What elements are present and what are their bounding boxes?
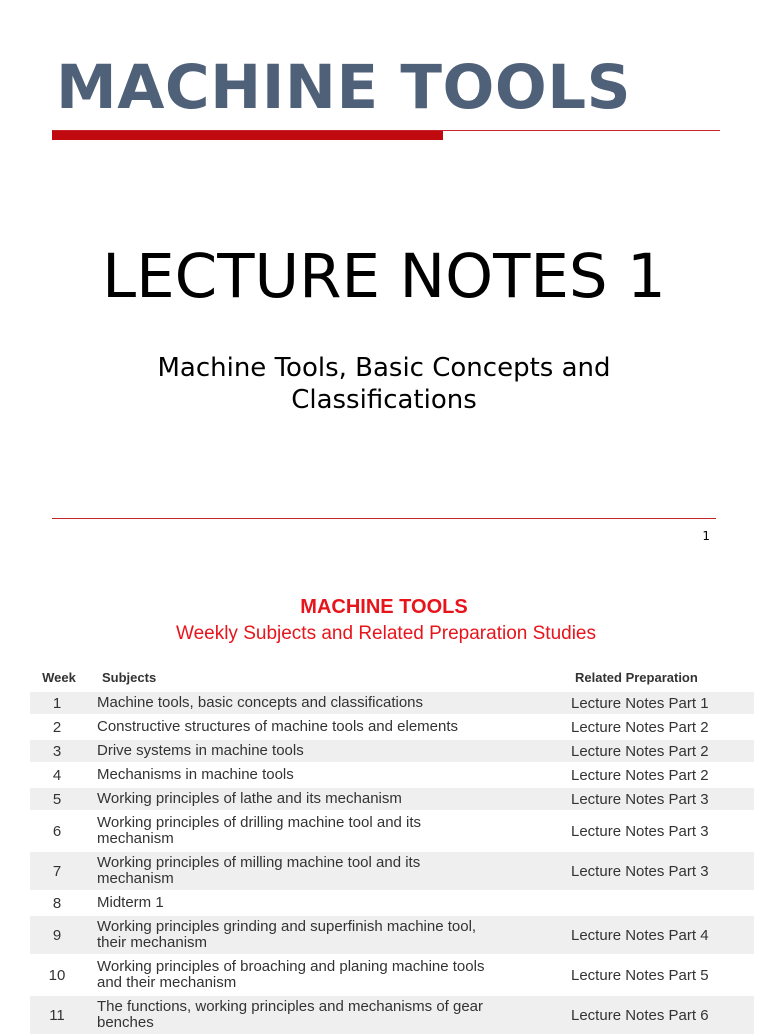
subject-line: Working principles of broaching and planing machine tools <box>97 958 485 975</box>
week-cell: 11 <box>49 1006 65 1024</box>
related-preparation-cell <box>571 892 754 914</box>
table-row <box>30 852 754 890</box>
subject-line: Drive systems in machine tools <box>97 742 304 759</box>
week-cell: 6 <box>52 822 62 840</box>
table-row <box>30 996 754 1034</box>
subject-cell <box>97 956 557 994</box>
subject-line: their mechanism <box>97 934 208 951</box>
related-preparation-cell: Lecture Notes Part 2 <box>571 718 709 736</box>
subject-line: Working principles of lathe and its mechanism <box>97 790 402 807</box>
related-preparation-cell: Lecture Notes Part 6 <box>571 1006 709 1024</box>
table-body <box>30 692 754 1034</box>
subject-line: Mechanisms in machine tools <box>97 766 294 783</box>
related-preparation-cell: Lecture Notes Part 3 <box>571 822 709 840</box>
subject-cell <box>97 852 557 890</box>
week-cell: 8 <box>52 894 62 912</box>
related-preparation-cell: Lecture Notes Part 3 <box>571 862 709 880</box>
footer-divider <box>52 518 716 519</box>
schedule-title: MACHINE TOOLS <box>300 596 468 618</box>
schedule-subtitle: Weekly Subjects and Related Preparation Studies <box>175 623 596 644</box>
related-preparation-cell: Lecture Notes Part 5 <box>571 966 709 984</box>
lecture-subtitle <box>0 352 768 416</box>
subject-line: and their mechanism <box>97 974 237 991</box>
week-cell: 10 <box>48 966 66 984</box>
table-row <box>30 764 754 786</box>
week-cell: 3 <box>52 742 62 760</box>
week-cell: 7 <box>52 862 62 880</box>
related-preparation-cell: Lecture Notes Part 2 <box>571 766 709 784</box>
subject-line: Midterm 1 <box>97 894 164 911</box>
table-row <box>30 956 754 994</box>
related-preparation-cell: Lecture Notes Part 3 <box>571 790 709 808</box>
table-row <box>30 692 754 714</box>
slide-title: MACHINE TOOLS <box>56 52 632 123</box>
slide-2 <box>0 558 768 1031</box>
week-cell: 9 <box>52 926 62 944</box>
page-number: 1 <box>702 529 710 543</box>
subject-line: The functions, working principles and mechanisms of gear <box>97 998 484 1015</box>
subject-line: Working principles of milling machine tool and its <box>97 854 421 871</box>
header-subjects: Subjects <box>102 670 157 685</box>
table-row <box>30 740 754 762</box>
related-preparation-cell: Lecture Notes Part 1 <box>571 694 709 712</box>
table-row <box>30 716 754 738</box>
subject-cell <box>97 812 557 850</box>
subject-line: Working principles grinding and superfinish machine tool, <box>97 918 477 935</box>
title-underline-accent <box>52 131 443 140</box>
subtitle-line-1: Machine Tools, Basic Concepts and <box>157 353 611 383</box>
table-row <box>30 916 754 954</box>
subject-cell <box>97 740 557 762</box>
subject-line: mechanism <box>97 870 174 887</box>
subject-line: benches <box>97 1014 154 1031</box>
related-preparation-cell: Lecture Notes Part 2 <box>571 742 709 760</box>
table-row <box>30 812 754 850</box>
week-cell: 1 <box>52 694 62 712</box>
schedule-table <box>30 666 754 1034</box>
table-header <box>30 666 754 690</box>
related-preparation-cell: Lecture Notes Part 4 <box>571 926 709 944</box>
header-related-preparation: Related Preparation <box>575 670 698 685</box>
table-row <box>30 892 754 914</box>
subject-line: Constructive structures of machine tools and elements <box>97 718 459 735</box>
subject-line: Working principles of drilling machine tool and its <box>97 814 422 831</box>
header-week: Week <box>42 670 76 685</box>
subject-cell <box>97 788 557 810</box>
table-row <box>30 788 754 810</box>
subject-cell <box>97 892 557 914</box>
subject-line: Machine tools, basic concepts and classifications <box>97 694 424 711</box>
subject-cell <box>97 916 557 954</box>
subject-line: mechanism <box>97 830 174 847</box>
week-cell: 4 <box>52 766 62 784</box>
lecture-title: LECTURE NOTES 1 <box>102 241 666 312</box>
subject-cell <box>97 716 557 738</box>
subject-cell <box>97 996 557 1034</box>
week-cell: 5 <box>52 790 62 808</box>
subject-cell <box>97 692 557 714</box>
week-cell: 2 <box>52 718 62 736</box>
subtitle-line-2: Classifications <box>291 385 477 415</box>
subject-cell <box>97 764 557 786</box>
